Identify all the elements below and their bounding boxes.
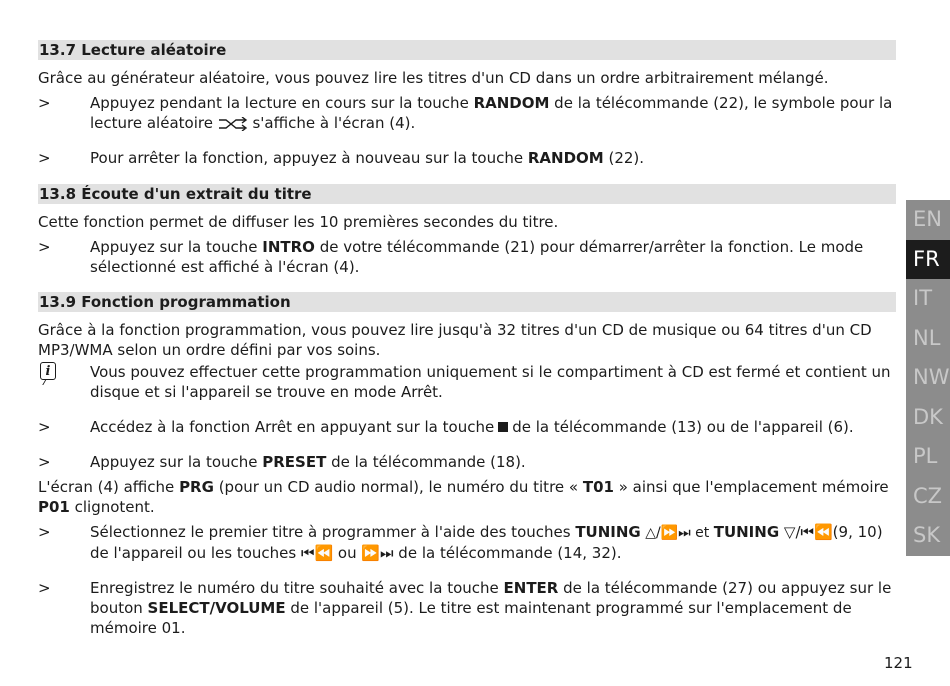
lang-tab-sk[interactable]: SK <box>913 523 941 547</box>
note-item <box>38 362 896 402</box>
lang-tab-pl[interactable]: PL <box>913 444 938 468</box>
bullet-marker: > <box>38 94 51 112</box>
key-enter: ENTER <box>503 579 559 597</box>
lang-tab-fr[interactable]: FR <box>906 240 950 280</box>
list-item: > Enregistrez le numéro du titre souhaité avec la touche ENTER de la télécommande (27) ou appuyez sur le bouton SELECT/VOLUME de l'appareil (5). Le titre est maintenant programmé sur l'emplacement de mémoire 01. <box>38 579 892 637</box>
key-random: RANDOM <box>473 94 550 112</box>
section-heading-13-7: 13.7 Lecture aléatoire <box>38 40 896 60</box>
key-random: RANDOM <box>527 149 604 167</box>
bullet-marker: > <box>38 453 51 471</box>
display-t01: T01 <box>582 478 614 496</box>
list-item: > Pour arrêter la fonction, appuyez à nouveau sur la touche RANDOM (22). <box>38 149 645 167</box>
paragraph: L'écran (4) affiche PRG (pour un CD audio normal), le numéro du titre « T01 » ainsi que l'emplacement mémoire P01 clignotent. <box>38 478 889 516</box>
list-item: > Accédez à la fonction Arrêt en appuyant sur la touche de la télécommande (13) ou de l'appareil (6). <box>38 418 854 436</box>
display-prg: PRG <box>179 478 214 496</box>
bullet-marker: > <box>38 418 51 436</box>
section-heading-13-8: 13.8 Écoute d'un extrait du titre <box>38 184 896 204</box>
lang-tab-nl[interactable]: NL <box>913 325 941 350</box>
key-intro: INTRO <box>262 238 315 256</box>
lang-tab-dk[interactable]: DK <box>913 404 943 429</box>
key-preset: PRESET <box>262 453 327 471</box>
bullet-marker: > <box>38 238 51 256</box>
list-item: > Appuyez sur la touche INTRO de votre télécommande (21) pour démarrer/arrêter la fonction. Le mode sélectionné est affiché à l'écran (4). <box>38 238 864 276</box>
paragraph: Grâce à la fonction programmation, vous pouvez lire jusqu'à 32 titres d'un CD de musique ou 64 titres d'un CD MP3/WMA selon un ordre défini par vos soins. <box>38 321 872 359</box>
display-p01: P01 <box>38 498 70 516</box>
lang-tab-cz[interactable]: CZ <box>913 483 943 508</box>
key-tuning-up: TUNING <box>575 523 641 541</box>
lang-tab-nw[interactable]: NW <box>913 365 950 389</box>
note-text: Vous pouvez effectuer cette programmation uniquement si le compartiment à CD est fermé et contient un disque et si l'appareil se trouve en mode Arrêt. <box>90 363 891 401</box>
page-content <box>38 40 896 638</box>
paragraph: Grâce au générateur aléatoire, vous pouvez lire les titres d'un CD dans un ordre arbitrairement mélangé. <box>38 69 829 87</box>
stop-icon <box>498 422 508 432</box>
key-select-volume: SELECT/VOLUME <box>147 599 286 617</box>
list-item: > Appuyez sur la touche PRESET de la télécommande (18). <box>38 453 526 471</box>
lang-tab-en[interactable]: EN <box>913 207 942 231</box>
lang-tab-it[interactable]: IT <box>913 286 933 310</box>
bullet-marker: > <box>38 149 51 167</box>
info-icon <box>40 362 56 380</box>
list-item: > Sélectionnez le premier titre à programmer à l'aide des touches TUNING △/⏩⏭ et TUNING ▽/⏮⏪(9, 10) de l'appareil ou les touches ⏮⏪ ou ⏩⏭ de la télécommande (14, 32). <box>38 523 883 562</box>
bullet-marker: > <box>38 579 51 597</box>
paragraph: Cette fonction permet de diffuser les 10 premières secondes du titre. <box>38 213 559 231</box>
bullet-marker: > <box>38 523 51 541</box>
list-item: > Appuyez pendant la lecture en cours sur la touche RANDOM de la télécommande (22), le symbole pour la lecture aléatoire s'affiche à l'écran (4). <box>38 94 893 132</box>
shuffle-icon <box>218 117 248 131</box>
section-heading-13-9: 13.9 Fonction programmation <box>38 292 896 312</box>
page-number: 121 <box>884 654 913 672</box>
language-sidebar <box>906 200 950 556</box>
key-tuning-down: TUNING <box>713 523 780 541</box>
